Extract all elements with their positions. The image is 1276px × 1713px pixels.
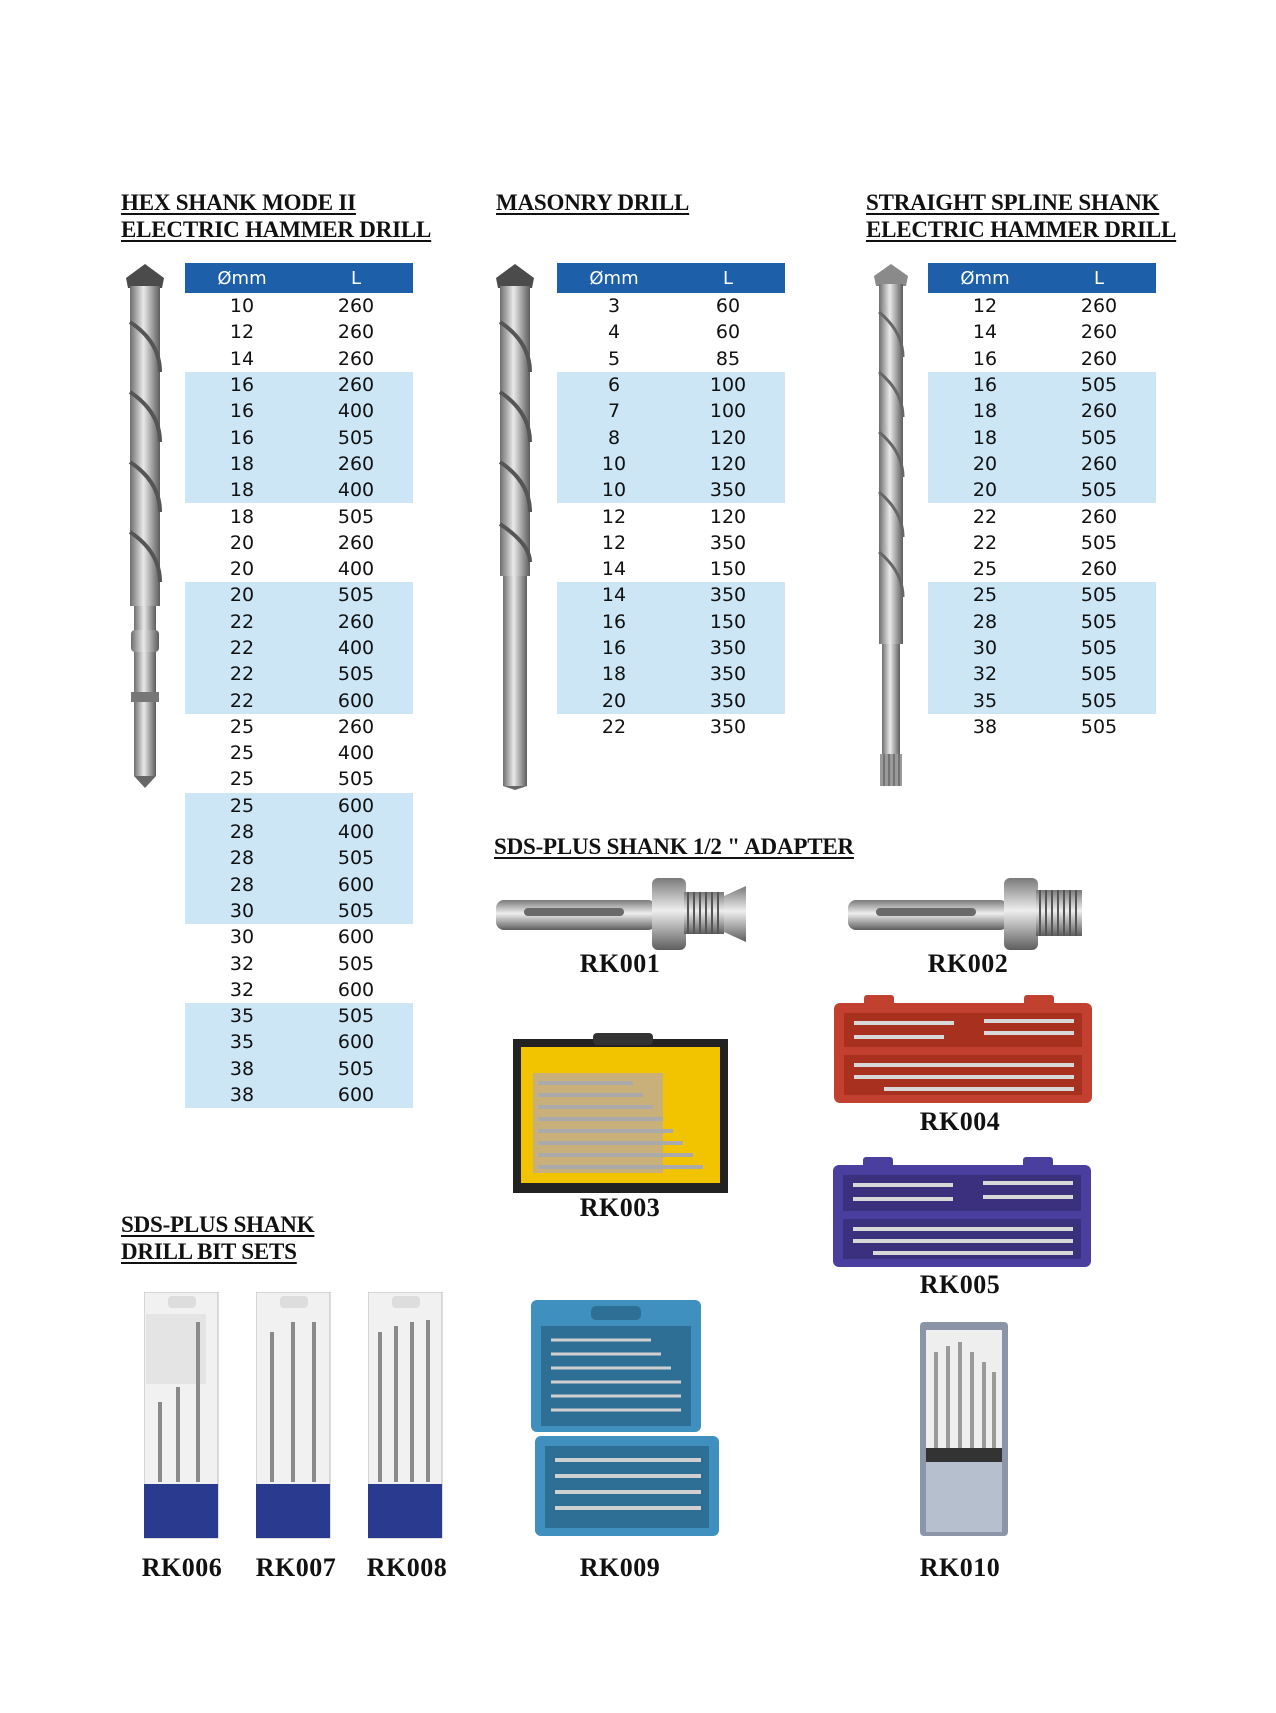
- table-row: [557, 556, 785, 582]
- table-row: [928, 319, 1156, 345]
- table-row: [185, 530, 413, 556]
- table-header-row: [928, 263, 1156, 293]
- length-cell: 120: [671, 451, 785, 477]
- diameter-cell: 32: [928, 661, 1042, 687]
- length-cell: 400: [299, 819, 413, 845]
- rk003-label: RK003: [579, 1193, 661, 1222]
- table-row: [185, 661, 413, 687]
- diameter-cell: 25: [972, 558, 998, 581]
- length-cell: 350: [671, 582, 785, 608]
- diameter-cell: 10: [229, 295, 255, 318]
- length-column-header: L: [671, 263, 785, 293]
- length-cell: 600: [299, 1082, 413, 1108]
- diameter-cell: 22: [185, 635, 299, 661]
- diameter-cell: 16: [928, 372, 1042, 398]
- diameter-cell: 20: [229, 531, 255, 554]
- table-row: [557, 319, 785, 345]
- length-cell: 505: [299, 898, 413, 924]
- hex-shank-title-line2: ELECTRIC HAMMER DRILL: [121, 217, 432, 242]
- diameter-cell: 14: [229, 347, 255, 370]
- sets-title-line2: DRILL BIT SETS: [121, 1239, 297, 1264]
- table-row: [557, 635, 785, 661]
- rk008-blister-pack-image: [368, 1292, 444, 1540]
- length-cell: 350: [671, 635, 785, 661]
- table-row: [928, 530, 1156, 556]
- spline-title: [866, 189, 1176, 243]
- table-row: [185, 714, 413, 740]
- hex-shank-spec-table: [185, 263, 413, 1108]
- diameter-column-header: Ømm: [185, 263, 299, 293]
- diameter-cell: 28: [928, 609, 1042, 635]
- diameter-cell: 8: [557, 424, 671, 450]
- rk009-teal-case-image: [531, 1300, 721, 1540]
- diameter-cell: 22: [601, 715, 627, 738]
- diameter-cell: 3: [607, 295, 621, 318]
- diameter-cell: 18: [557, 661, 671, 687]
- table-row: [185, 977, 413, 1003]
- length-cell: 100: [671, 372, 785, 398]
- length-cell: 505: [1042, 609, 1156, 635]
- length-cell: 505: [299, 1056, 413, 1082]
- table-row: [557, 714, 785, 740]
- table-row: [928, 293, 1156, 319]
- length-cell: 85: [715, 347, 741, 370]
- table-row: [185, 346, 413, 372]
- diameter-cell: 25: [229, 742, 255, 765]
- table-row: [557, 530, 785, 556]
- length-cell: 400: [299, 477, 413, 503]
- length-cell: 505: [1042, 372, 1156, 398]
- diameter-cell: 22: [972, 531, 998, 554]
- table-row: [185, 924, 413, 950]
- length-cell: 505: [299, 1003, 413, 1029]
- diameter-cell: 12: [601, 531, 627, 554]
- table-row: [185, 766, 413, 792]
- length-cell: 505: [299, 661, 413, 687]
- table-row: [185, 293, 413, 319]
- length-cell: 600: [299, 793, 413, 819]
- length-cell: 505: [337, 952, 375, 975]
- diameter-cell: 32: [229, 952, 255, 975]
- rk001-adapter-image: [494, 876, 749, 952]
- length-cell: 260: [1080, 295, 1118, 318]
- rk001-label: RK001: [579, 949, 661, 978]
- table-row: [928, 451, 1156, 477]
- length-cell: 505: [337, 768, 375, 791]
- diameter-cell: 12: [229, 321, 255, 344]
- diameter-cell: 14: [557, 582, 671, 608]
- diameter-cell: 35: [185, 1003, 299, 1029]
- diameter-cell: 30: [928, 635, 1042, 661]
- hex-shank-title: [121, 189, 431, 243]
- length-cell: 150: [709, 558, 747, 581]
- table-row: [557, 582, 785, 608]
- masonry-spec-table: [557, 263, 785, 740]
- diameter-cell: 18: [928, 398, 1042, 424]
- diameter-cell: 18: [229, 505, 255, 528]
- length-cell: 60: [715, 295, 741, 318]
- table-row: [928, 424, 1156, 450]
- diameter-cell: 10: [557, 477, 671, 503]
- diameter-cell: 30: [229, 926, 255, 949]
- length-cell: 260: [299, 609, 413, 635]
- diameter-cell: 16: [557, 635, 671, 661]
- length-cell: 350: [671, 661, 785, 687]
- length-cell: 260: [1042, 451, 1156, 477]
- diameter-cell: 25: [928, 582, 1042, 608]
- length-cell: 600: [299, 872, 413, 898]
- length-cell: 60: [715, 321, 741, 344]
- table-row: [557, 346, 785, 372]
- length-cell: 600: [299, 1029, 413, 1055]
- table-row: [185, 950, 413, 976]
- table-row: [185, 687, 413, 713]
- length-cell: 505: [1042, 477, 1156, 503]
- length-cell: 400: [299, 635, 413, 661]
- table-row: [557, 661, 785, 687]
- diameter-cell: 28: [185, 819, 299, 845]
- length-cell: 505: [1042, 661, 1156, 687]
- diameter-cell: 16: [185, 398, 299, 424]
- length-cell: 260: [299, 372, 413, 398]
- diameter-cell: 12: [972, 295, 998, 318]
- diameter-cell: 38: [185, 1056, 299, 1082]
- length-cell: 400: [337, 558, 375, 581]
- table-row: [928, 503, 1156, 529]
- diameter-cell: 18: [928, 424, 1042, 450]
- table-row: [928, 372, 1156, 398]
- table-row: [185, 424, 413, 450]
- diameter-cell: 14: [972, 321, 998, 344]
- sets-title-line1: SDS-PLUS SHANK: [121, 1212, 315, 1237]
- length-cell: 260: [1080, 347, 1118, 370]
- rk005-label: RK005: [919, 1270, 1001, 1299]
- rk005-purple-case-image: [833, 1157, 1093, 1269]
- table-row: [185, 872, 413, 898]
- table-row: [185, 556, 413, 582]
- table-row: [185, 1029, 413, 1055]
- table-row: [557, 451, 785, 477]
- rk003-yellow-case-image: [513, 1033, 728, 1193]
- masonry-drill-image: [490, 262, 540, 790]
- masonry-title: [496, 189, 689, 216]
- diameter-cell: 22: [185, 687, 299, 713]
- diameter-cell: 18: [185, 451, 299, 477]
- table-row: [928, 477, 1156, 503]
- table-header-row: [185, 263, 413, 293]
- length-cell: 505: [299, 582, 413, 608]
- diameter-cell: 20: [229, 558, 255, 581]
- rk007-label: RK007: [255, 1553, 337, 1582]
- table-row: [185, 609, 413, 635]
- table-row: [185, 819, 413, 845]
- table-row: [557, 424, 785, 450]
- table-row: [557, 477, 785, 503]
- diameter-cell: 5: [607, 347, 621, 370]
- sets-title: [121, 1211, 314, 1265]
- diameter-cell: 20: [557, 687, 671, 713]
- diameter-cell: 4: [607, 321, 621, 344]
- diameter-cell: 14: [601, 558, 627, 581]
- hex-shank-title-line1: HEX SHANK MODE II: [121, 190, 356, 215]
- length-cell: 600: [337, 978, 375, 1001]
- table-row: [928, 714, 1156, 740]
- length-cell: 505: [337, 505, 375, 528]
- diameter-cell: 18: [185, 477, 299, 503]
- hex-shank-drill-image: [120, 262, 170, 790]
- diameter-column-header: Ømm: [928, 263, 1042, 293]
- diameter-column-header: Ømm: [557, 263, 671, 293]
- table-row: [185, 582, 413, 608]
- table-row: [557, 609, 785, 635]
- table-row: [185, 477, 413, 503]
- rk002-label: RK002: [927, 949, 1009, 978]
- spline-title-line1: STRAIGHT SPLINE SHANK: [866, 190, 1160, 215]
- diameter-cell: 20: [185, 582, 299, 608]
- length-column-header: L: [299, 263, 413, 293]
- length-cell: 505: [1042, 687, 1156, 713]
- table-row: [185, 845, 413, 871]
- table-row: [185, 793, 413, 819]
- spline-spec-table: [928, 263, 1156, 740]
- table-row: [185, 1003, 413, 1029]
- diameter-cell: 22: [185, 661, 299, 687]
- diameter-cell: 16: [557, 609, 671, 635]
- diameter-cell: 16: [185, 424, 299, 450]
- diameter-cell: 6: [557, 372, 671, 398]
- rk008-label: RK008: [366, 1553, 448, 1582]
- table-row: [185, 319, 413, 345]
- table-row: [185, 398, 413, 424]
- length-cell: 260: [1080, 505, 1118, 528]
- length-cell: 600: [299, 687, 413, 713]
- diameter-cell: 35: [185, 1029, 299, 1055]
- table-row: [928, 609, 1156, 635]
- diameter-cell: 25: [229, 715, 255, 738]
- diameter-cell: 20: [928, 477, 1042, 503]
- length-cell: 100: [671, 398, 785, 424]
- length-cell: 505: [299, 424, 413, 450]
- diameter-cell: 20: [928, 451, 1042, 477]
- spline-title-line2: ELECTRIC HAMMER DRILL: [866, 217, 1177, 242]
- table-row: [185, 451, 413, 477]
- length-cell: 260: [337, 321, 375, 344]
- rk007-blister-pack-image: [256, 1292, 332, 1540]
- adapter-title-text: SDS-PLUS SHANK 1/2 " ADAPTER: [494, 834, 854, 859]
- length-cell: 350: [709, 715, 747, 738]
- table-row: [928, 346, 1156, 372]
- diameter-cell: 28: [185, 872, 299, 898]
- rk010-label: RK010: [919, 1553, 1001, 1582]
- table-row: [185, 1056, 413, 1082]
- table-row: [185, 740, 413, 766]
- table-row: [185, 503, 413, 529]
- length-column-header: L: [1042, 263, 1156, 293]
- length-cell: 260: [337, 295, 375, 318]
- length-cell: 505: [1080, 531, 1118, 554]
- rk004-label: RK004: [919, 1107, 1001, 1136]
- diameter-cell: 35: [928, 687, 1042, 713]
- length-cell: 260: [299, 451, 413, 477]
- length-cell: 505: [1042, 582, 1156, 608]
- rk006-blister-pack-image: [144, 1292, 220, 1540]
- table-row: [557, 687, 785, 713]
- length-cell: 400: [299, 398, 413, 424]
- diameter-cell: 30: [185, 898, 299, 924]
- rk009-label: RK009: [579, 1553, 661, 1582]
- diameter-cell: 22: [185, 609, 299, 635]
- length-cell: 120: [671, 424, 785, 450]
- rk006-label: RK006: [141, 1553, 223, 1582]
- length-cell: 505: [1042, 635, 1156, 661]
- length-cell: 260: [1042, 398, 1156, 424]
- diameter-cell: 7: [557, 398, 671, 424]
- rk010-silver-case-image: [920, 1322, 1010, 1538]
- table-row: [185, 372, 413, 398]
- diameter-cell: 32: [229, 978, 255, 1001]
- length-cell: 350: [709, 531, 747, 554]
- table-row: [928, 398, 1156, 424]
- length-cell: 600: [337, 926, 375, 949]
- table-row: [928, 661, 1156, 687]
- length-cell: 505: [1042, 424, 1156, 450]
- table-header-row: [557, 263, 785, 293]
- table-row: [557, 398, 785, 424]
- rk004-red-case-image: [834, 995, 1094, 1105]
- length-cell: 260: [1080, 558, 1118, 581]
- diameter-cell: 10: [557, 451, 671, 477]
- masonry-title-text: MASONRY DRILL: [496, 190, 690, 215]
- table-row: [185, 635, 413, 661]
- diameter-cell: 12: [601, 505, 627, 528]
- diameter-cell: 25: [185, 793, 299, 819]
- diameter-cell: 22: [972, 505, 998, 528]
- table-row: [928, 556, 1156, 582]
- length-cell: 260: [337, 715, 375, 738]
- diameter-cell: 28: [185, 845, 299, 871]
- length-cell: 505: [299, 845, 413, 871]
- length-cell: 350: [671, 477, 785, 503]
- length-cell: 505: [1080, 715, 1118, 738]
- table-row: [185, 1082, 413, 1108]
- length-cell: 260: [337, 531, 375, 554]
- diameter-cell: 38: [972, 715, 998, 738]
- length-cell: 150: [671, 609, 785, 635]
- table-row: [185, 898, 413, 924]
- diameter-cell: 25: [229, 768, 255, 791]
- table-row: [557, 372, 785, 398]
- adapter-title: [494, 833, 854, 860]
- table-row: [928, 687, 1156, 713]
- diameter-cell: 38: [185, 1082, 299, 1108]
- diameter-cell: 16: [185, 372, 299, 398]
- diameter-cell: 16: [972, 347, 998, 370]
- length-cell: 350: [671, 687, 785, 713]
- rk002-adapter-image: [846, 876, 1086, 952]
- length-cell: 260: [337, 347, 375, 370]
- length-cell: 260: [1080, 321, 1118, 344]
- table-row: [557, 503, 785, 529]
- table-row: [557, 293, 785, 319]
- length-cell: 120: [709, 505, 747, 528]
- table-row: [928, 582, 1156, 608]
- table-row: [928, 635, 1156, 661]
- length-cell: 400: [337, 742, 375, 765]
- spline-drill-image: [866, 262, 916, 790]
